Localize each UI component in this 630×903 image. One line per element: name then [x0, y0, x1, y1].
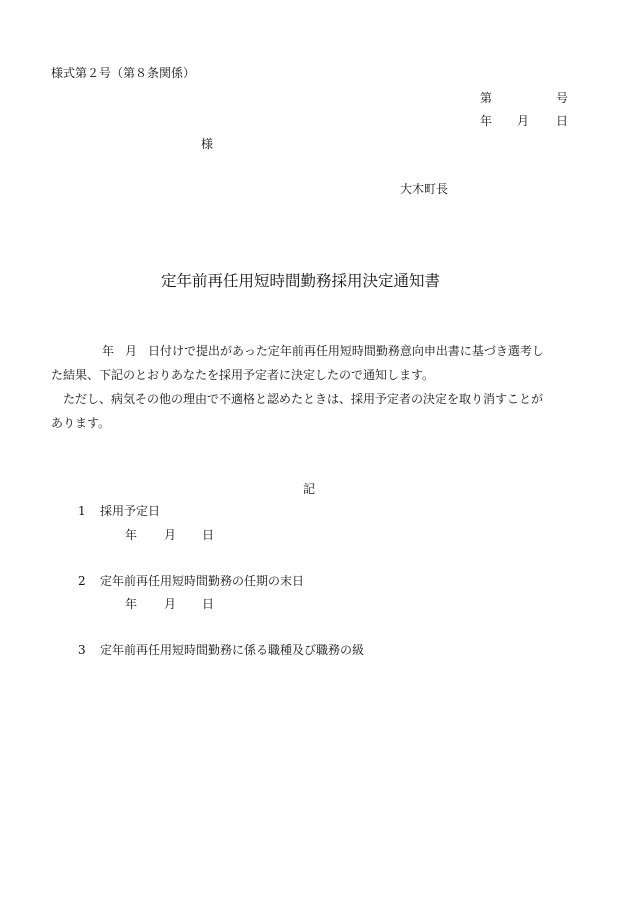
- item-2-year: 年: [125, 597, 138, 611]
- body-text: [51, 339, 581, 435]
- body-line-2: た結果、下記のとおりあなたを採用予定者に決定したので通知します。: [51, 368, 435, 382]
- item-2-month: 月: [164, 597, 177, 611]
- item-1-number: 1: [78, 504, 86, 518]
- addressee-suffix: 様: [201, 137, 214, 151]
- item-1-day: 日: [202, 528, 215, 542]
- item-1-label: 採用予定日: [100, 504, 161, 518]
- ki-heading: 記: [303, 482, 316, 496]
- body-month: 月: [125, 344, 138, 358]
- item-3-number: 3: [78, 643, 86, 657]
- body-year: 年: [102, 344, 115, 358]
- item-3-label: 定年前再任用短時間勤務に係る職種及び職務の級: [100, 643, 365, 657]
- document-number-prefix: 第: [480, 91, 493, 105]
- item-2-number: 2: [78, 574, 86, 588]
- item-2-day: 日: [202, 597, 215, 611]
- body-day-text: 日付けで提出があった定年前再任用短時間勤務意向申出書に基づき選考し: [148, 344, 544, 358]
- body-line-1: [51, 339, 581, 363]
- issue-date-day: 日: [556, 114, 569, 128]
- item-1-month: 月: [164, 528, 177, 542]
- item-2-label: 定年前再任用短時間勤務の任期の末日: [100, 574, 305, 588]
- issue-date-month: 月: [517, 114, 530, 128]
- item-1-year: 年: [125, 528, 138, 542]
- page-title: 定年前再任用短時間勤務採用決定通知書: [161, 272, 441, 290]
- body-line-4: あります。: [51, 416, 111, 430]
- form-label: 様式第２号（第８条関係）: [51, 66, 196, 80]
- body-line-3: ただし、病気その他の理由で不適格と認めたときは、採用予定者の決定を取り消すことが: [63, 392, 544, 406]
- document-number-suffix: 号: [556, 91, 569, 105]
- sender-name: 大木町長: [400, 182, 449, 196]
- issue-date-year: 年: [480, 114, 493, 128]
